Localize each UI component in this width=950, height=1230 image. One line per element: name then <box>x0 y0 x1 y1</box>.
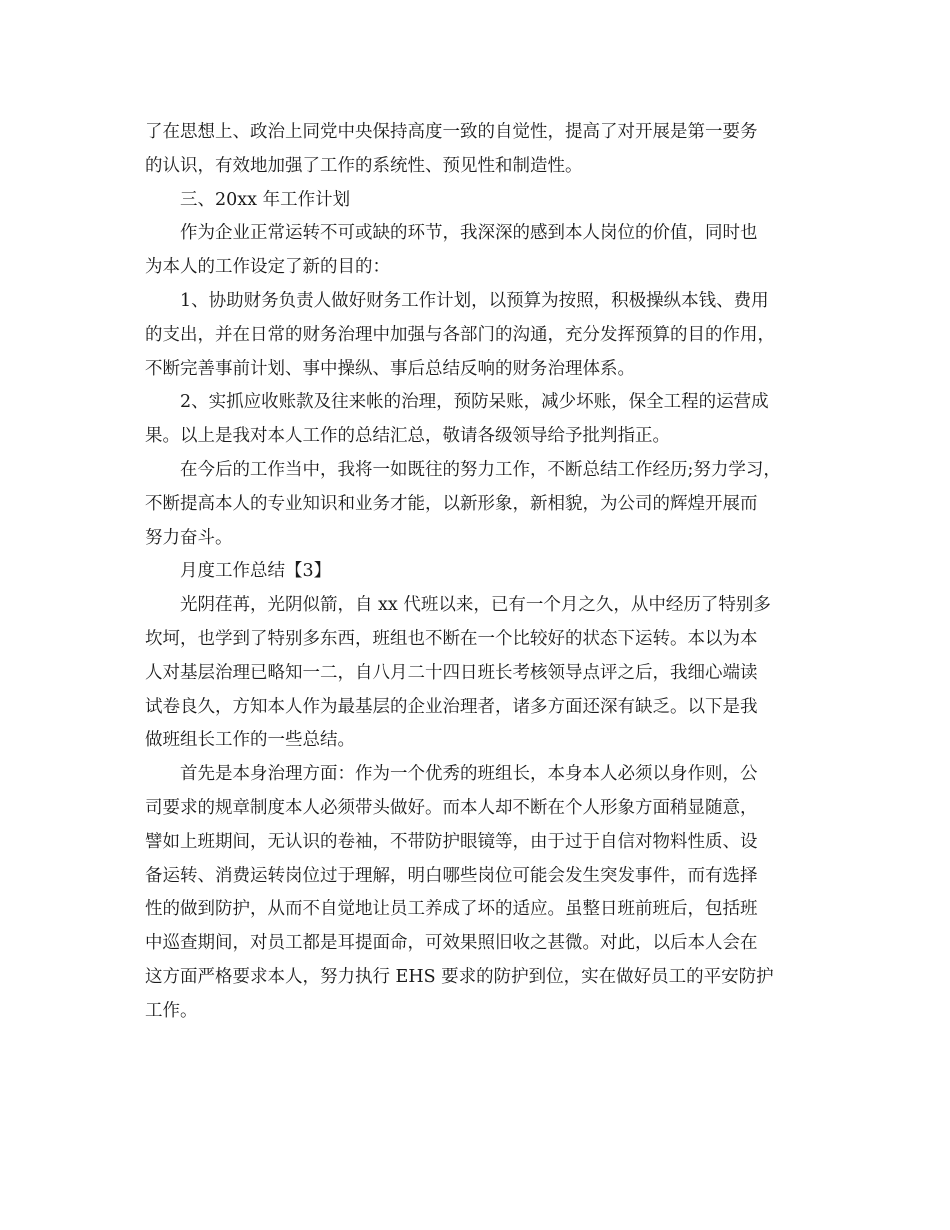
text-line: 果。以上是我对本人工作的总结汇总，敬请各级领导给予批判指正。 <box>145 426 670 447</box>
text-line: 工作。 <box>145 1000 198 1021</box>
text-line: 在今后的工作当中，我将一如既往的努力工作，不断总结工作经历;努力学习， <box>180 459 781 480</box>
text-line: 不断提高本人的专业知识和业务才能，以新形象，新相貌，为公司的辉煌开展而 <box>145 493 758 514</box>
text-line: 人对基层治理已略知一二，自八月二十四日班长考核领导点评之后，我细心端读 <box>145 662 758 683</box>
text-line: 的支出，并在日常的财务治理中加强与各部门的沟通，充分发挥预算的目的作用， <box>145 324 775 345</box>
text-line: 坎坷，也学到了特别多东西，班组也不断在一个比较好的状态下运转。本以为本 <box>145 628 758 649</box>
text-line: 中巡查期间，对员工都是耳提面命，可效果照旧收之甚微。对此，以后本人会在 <box>145 933 758 954</box>
text-line: 试卷良久，方知本人作为最基层的企业治理者，诸多方面还深有缺乏。以下是我 <box>145 696 758 717</box>
text-line: 努力奋斗。 <box>145 527 233 548</box>
text-line: 不断完善事前计划、事中操纵、事后总结反响的财务治理体系。 <box>145 358 635 379</box>
text-line: 做班组长工作的一些总结。 <box>145 730 355 751</box>
text-line: 2、实抓应收账款及往来帐的治理，预防呆账，减少坏账，保全工程的运营成 <box>180 392 769 413</box>
text-line: 作为企业正常运转不可或缺的环节，我深深的感到本人岗位的价值，同时也 <box>180 223 758 244</box>
text-line: 1、协助财务负责人做好财务工作计划，以预算为按照，积极操纵本钱、费用 <box>180 290 769 311</box>
text-line: 性的做到防护，从而不自觉地让员工养成了坏的适应。虽整日班前班后，包括班 <box>145 899 758 920</box>
text-line: 了在思想上、政治上同党中央保持高度一致的自觉性，提高了对开展是第一要务 <box>145 122 758 142</box>
text-line: 的认识，有效地加强了工作的系统性、预见性和制造性。 <box>145 155 583 176</box>
text-line: 首先是本身治理方面：作为一个优秀的班组长，本身本人必须以身作则，公 <box>180 764 758 785</box>
text-line: 三、20xx 年工作计划 <box>180 189 351 210</box>
text-line: 这方面严格要求本人，努力执行 EHS 要求的防护到位，实在做好员工的平安防护 <box>145 966 774 987</box>
text-line: 司要求的规章制度本人必须带头做好。而本人却不断在个人形象方面稍显随意， <box>145 797 758 818</box>
text-line: 为本人的工作设定了新的目的： <box>145 257 390 278</box>
text-line: 光阴荏苒，光阴似箭，自 xx 代班以来，已有一个月之久，从中经历了特别多 <box>180 595 771 616</box>
text-line: 备运转、消费运转岗位过于理解，明白哪些岗位可能会发生突发事件，而有选择 <box>145 865 758 886</box>
document-body <box>145 116 825 1029</box>
text-line: 譬如上班期间，无认识的卷袖，不带防护眼镜等，由于过于自信对物料性质、设 <box>145 831 758 852</box>
text-line: 月度工作总结【3】 <box>180 561 332 582</box>
